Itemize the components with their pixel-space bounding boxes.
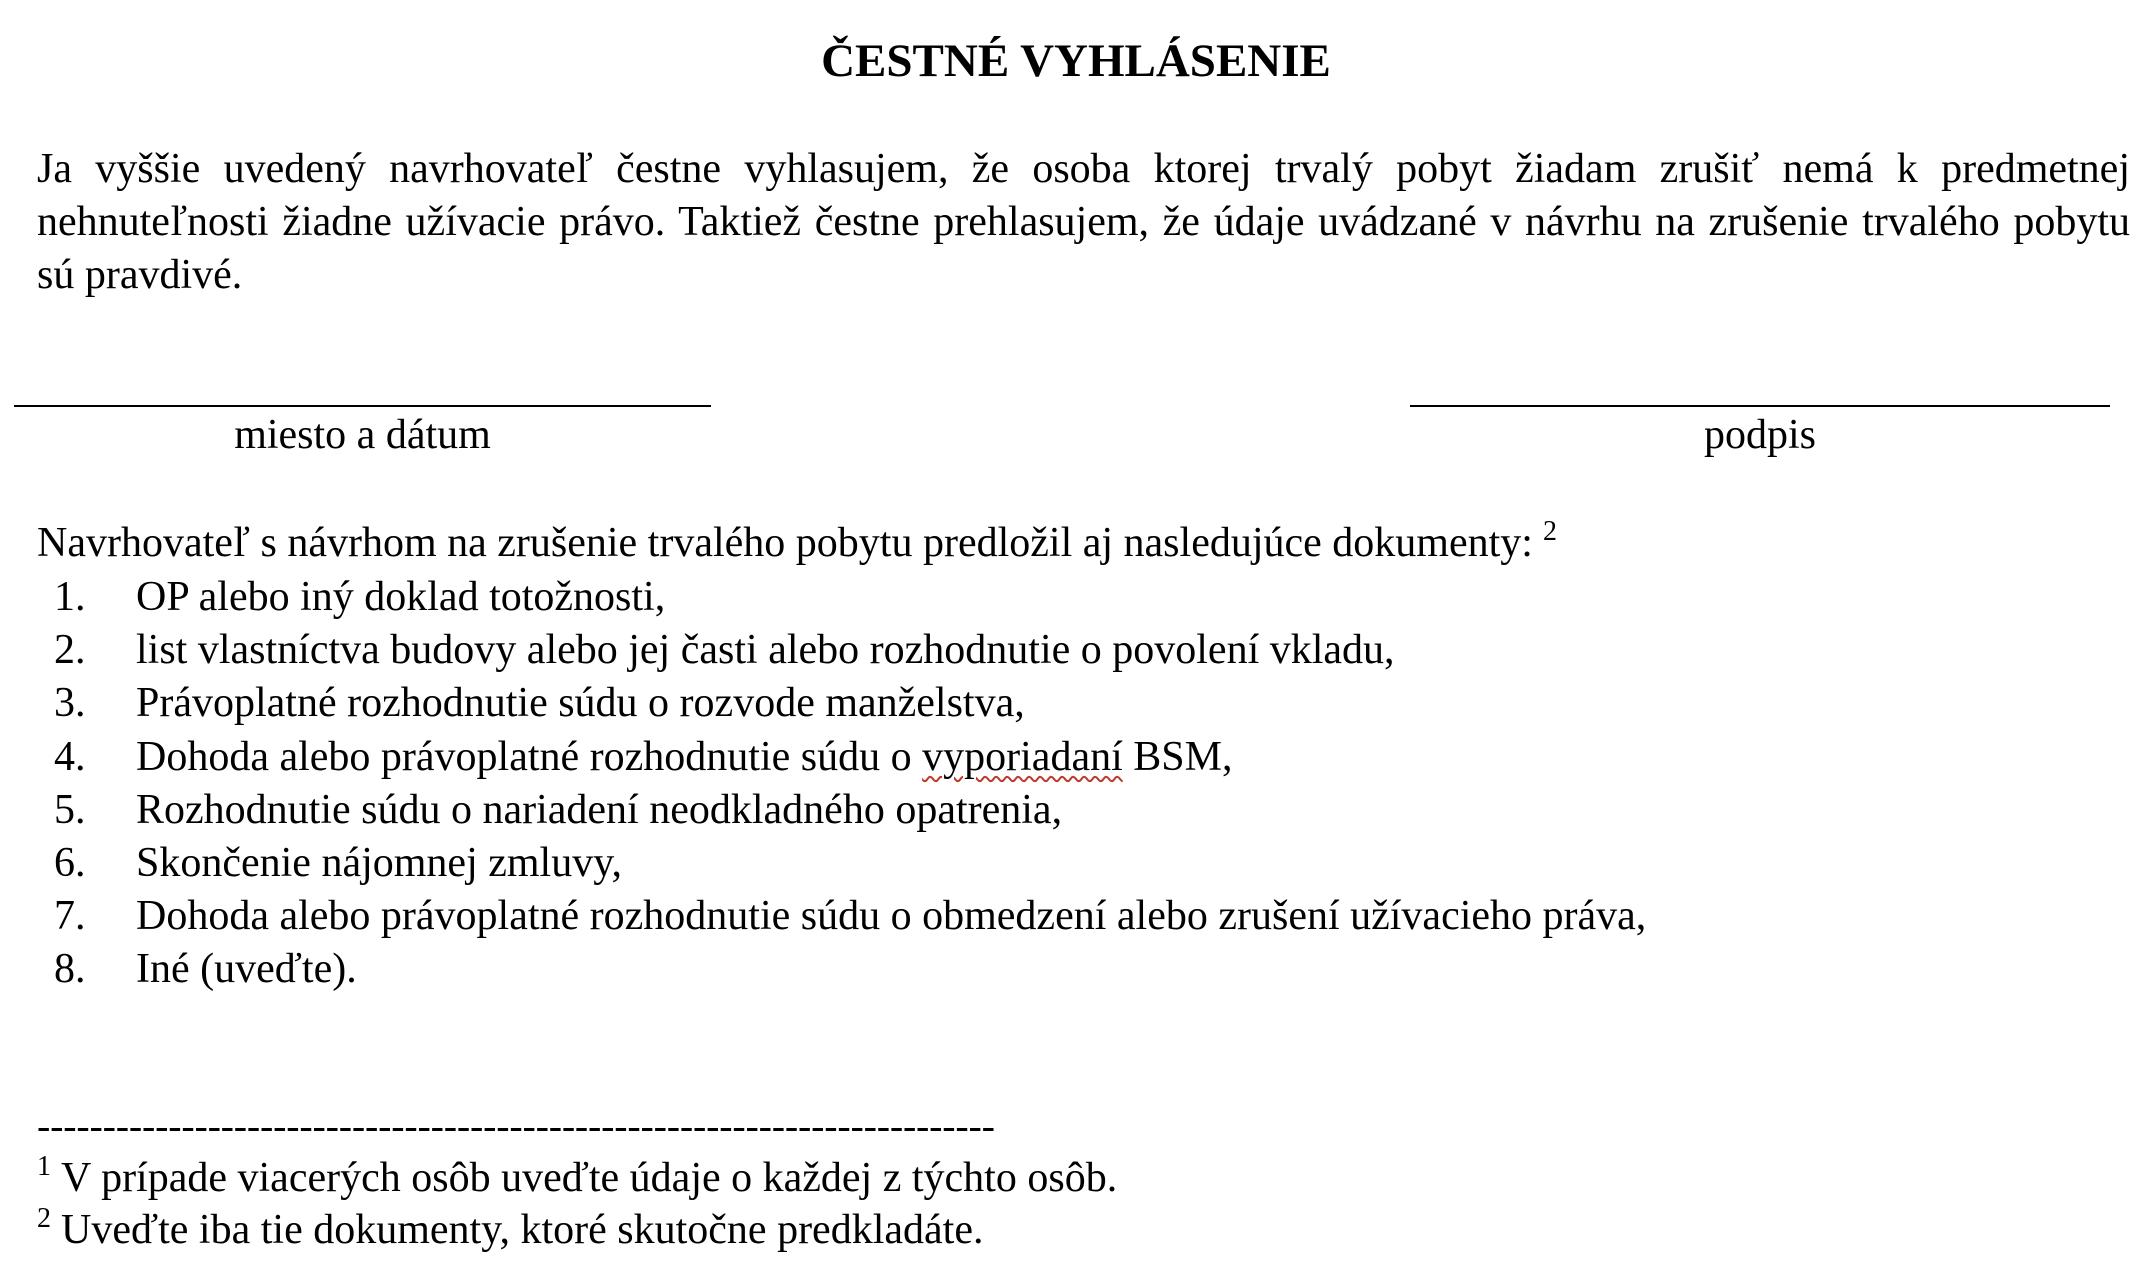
footnote-mark: 1 xyxy=(37,1151,51,1182)
list-item-number: 3. xyxy=(54,680,86,727)
list-item-number: 8. xyxy=(54,946,86,993)
list-item-number: 6. xyxy=(54,839,86,886)
footnote-reference: 2 xyxy=(1542,516,1557,547)
list-item-text-end: BSM, xyxy=(1122,733,1233,780)
list-item-text: Právoplatné rozhodnutie súdu o rozvode manželstva, xyxy=(136,680,1025,727)
spellcheck-flagged-word[interactable]: vyporiadaní xyxy=(922,733,1123,780)
declaration-paragraph: Ja vyššie uvedený navrhovateľ čestne vyhlasujem, že osoba ktorej trvalý pobyt žiadam zrušiť nemá k predmetnej nehnuteľnosti žiadne užívacie právo. Taktiež čestne prehlasujem, že údaje uvádzané v návrhu na zrušenie trvalého pobytu sú pravdivé. xyxy=(37,146,2130,298)
list-item-text: Skončenie nájomnej zmluvy, xyxy=(136,839,622,886)
list-item-text-start: Dohoda alebo právoplatné rozhodnutie súdu o xyxy=(136,733,923,780)
footnote-text: Uveďte iba tie dokumenty, ktoré skutočne predkladáte. xyxy=(61,1207,984,1253)
list-item-text: OP alebo iný doklad totožnosti, xyxy=(136,574,666,620)
list-item-text: list vlastníctva budovy alebo jej časti alebo rozhodnutie o povolení vkladu, xyxy=(136,627,1395,674)
list-item-number: 5. xyxy=(54,786,86,833)
list-item-number: 7. xyxy=(54,893,86,940)
list-item-number: 2. xyxy=(54,627,86,674)
list-item-number: 4. xyxy=(54,733,86,780)
footnote-separator: ------------------------------------------------------------------------- xyxy=(37,1103,995,1148)
document-title: ČESTNÉ VYHLÁSENIE xyxy=(821,35,1331,87)
list-item-number: 1. xyxy=(54,574,86,620)
footnote-mark: 2 xyxy=(37,1203,51,1234)
footnote-2 xyxy=(37,1204,983,1261)
documents-intro-text: Navrhovateľ s návrhom na zrušenie trvalého pobytu predložil aj nasledujúce dokumenty: xyxy=(37,520,1533,566)
signature-line xyxy=(1410,405,2110,407)
documents-intro xyxy=(37,517,1557,574)
list-item-text: Dohoda alebo právoplatné rozhodnutie súdu o obmedzení alebo zrušení užívacieho práva, xyxy=(136,893,1647,940)
footnote-1 xyxy=(37,1152,1117,1209)
place-date-label: miesto a dátum xyxy=(234,412,491,458)
signature-label: podpis xyxy=(1703,412,1816,458)
footnote-text: V prípade viacerých osôb uveďte údaje o každej z týchto osôb. xyxy=(61,1155,1118,1201)
list-item-text: Rozhodnutie súdu o nariadení neodkladného opatrenia, xyxy=(136,786,1063,833)
place-date-line xyxy=(14,405,711,407)
list-item-text xyxy=(136,731,1232,784)
list-item-text: Iné (uveďte). xyxy=(136,946,357,993)
